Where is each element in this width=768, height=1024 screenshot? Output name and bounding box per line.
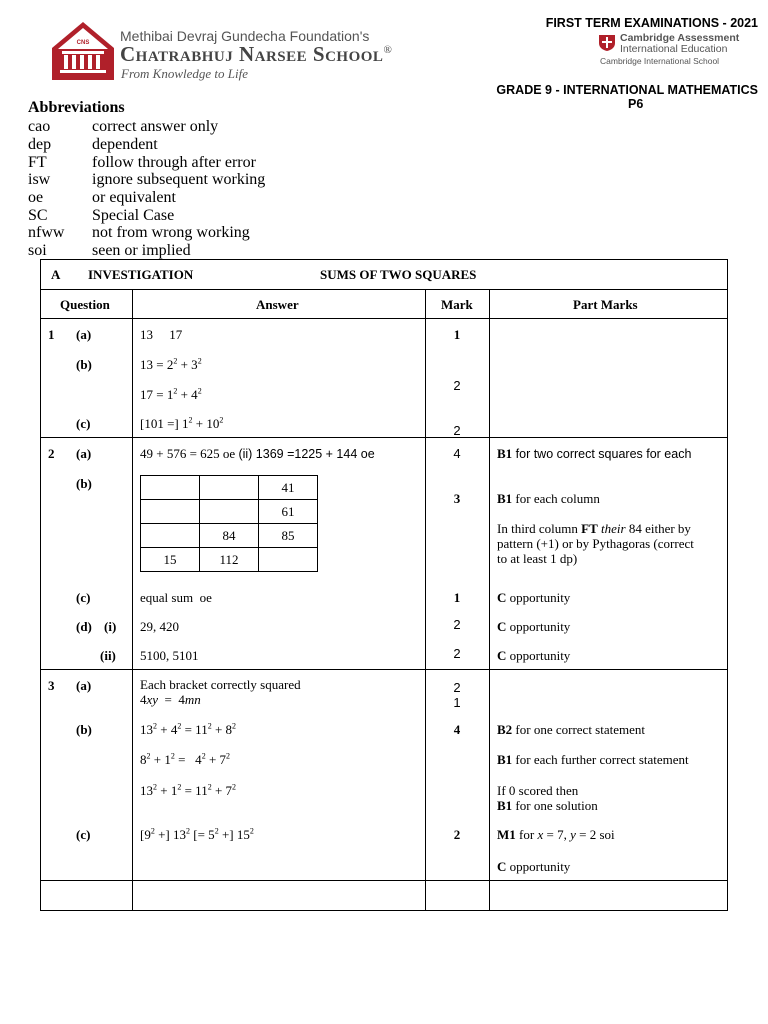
- school-logo: [50, 20, 116, 82]
- part-label: (a): [76, 327, 92, 342]
- abbr-code: isw: [28, 171, 51, 188]
- mark-value: 2: [453, 646, 461, 661]
- abbr-desc: correct answer only: [92, 118, 219, 135]
- part-mark-note: to at least 1 dp): [497, 551, 578, 566]
- cambridge-shield-icon: [598, 34, 616, 52]
- part-label: (c): [76, 827, 91, 842]
- part-mark-text: C opportunity: [497, 590, 571, 605]
- abbr-code: dep: [28, 136, 52, 153]
- part-label: (a): [76, 446, 92, 461]
- part-mark-text: M1 for x = 7, y = 2 soi: [497, 827, 615, 842]
- section-name: INVESTIGATION: [88, 267, 194, 282]
- part-mark-text: C opportunity: [497, 619, 571, 634]
- answer-math: $13^2 + 4^2 = 11^2 + 8^2$: [140, 721, 237, 737]
- mark-value: 1: [453, 695, 461, 710]
- exam-title: FIRST TERM EXAMINATIONS - 2021: [545, 16, 758, 30]
- mark-value: 1: [453, 327, 461, 342]
- question-number: 1: [48, 327, 55, 342]
- foundation-name: Methibai Devraj Gundecha Foundation's: [120, 28, 370, 44]
- header-answer: Answer: [256, 297, 299, 312]
- abbr-desc: follow through after error: [92, 154, 256, 171]
- part-mark-text: B2 for one correct statement: [497, 722, 645, 737]
- abbr-code: SC: [28, 207, 48, 224]
- answer-math: $8^2 + 1^2 = 4^2 + 7^2$: [140, 751, 231, 767]
- part-mark-text: C opportunity: [497, 859, 571, 874]
- part-label: (a): [76, 678, 92, 693]
- mark-value: 2: [453, 827, 461, 842]
- part-label: (c): [76, 590, 91, 605]
- abbr-code: oe: [28, 189, 44, 206]
- part-mark-note: In third column FT their 84 either by: [497, 521, 691, 536]
- answer-math: [101 =] $1^2 + 10^2$: [140, 415, 224, 431]
- answer-text: equal sum oe: [140, 590, 212, 605]
- abbr-desc: not from wrong working: [92, 224, 250, 241]
- grade-subject: GRADE 9 - INTERNATIONAL MATHEMATICS: [496, 83, 758, 97]
- abbr-desc: dependent: [92, 136, 158, 153]
- section-letter: A: [51, 267, 61, 282]
- question-number: 3: [48, 678, 55, 693]
- answer-math: $13 = 2^2 + 3^2$: [140, 356, 202, 372]
- answer-math: $13^2 + 1^2 = 11^2 + 7^2$: [140, 782, 237, 798]
- paper-number: P6: [628, 97, 644, 111]
- part-mark-text: C opportunity: [497, 648, 571, 663]
- mark-value: 2: [453, 423, 461, 438]
- svg-text:CNS: CNS: [76, 40, 90, 46]
- school-tagline: From Knowledge to Life: [121, 66, 248, 81]
- mark-value: 2: [453, 617, 461, 632]
- answer-text: 29, 420: [140, 619, 179, 634]
- answer-math: $17 = 1^2 + 4^2$: [140, 386, 202, 402]
- part-label: (c): [76, 416, 91, 431]
- answer-text: 5100, 5101: [140, 648, 199, 663]
- header-question: Question: [60, 297, 110, 312]
- abbr-desc: ignore subsequent working: [92, 171, 266, 188]
- answer-math: 4xy = 4mn: [140, 692, 201, 707]
- mark-value: 4: [453, 446, 461, 461]
- part-mark-text: If 0 scored then: [497, 783, 579, 798]
- part-label: (ii): [100, 648, 116, 663]
- part-mark-text: B1 for each column: [497, 491, 600, 506]
- abbreviations-title: Abbreviations: [28, 99, 125, 116]
- mark-value: 4: [453, 722, 461, 737]
- part-label: (b): [76, 357, 92, 372]
- part-mark-text: B1 for each further correct statement: [497, 752, 689, 767]
- header-mark: Mark: [441, 297, 473, 312]
- part-label: (b): [76, 476, 92, 491]
- part-label: (b): [76, 722, 92, 737]
- abbr-code: FT: [28, 154, 47, 171]
- section-title: SUMS OF TWO SQUARES: [320, 267, 477, 282]
- part-mark-text: B1 for one solution: [497, 798, 598, 813]
- answer-math: [$9^2$ +] $13^2$ [= $5^2$ +] $15^2$: [140, 826, 254, 842]
- mark-value: 2: [453, 378, 461, 393]
- abbr-code: nfww: [28, 224, 65, 241]
- answer-grid: 41 61 84 85 15 112: [140, 475, 318, 572]
- question-number: 2: [48, 446, 55, 461]
- school-name: Chatrabhuj Narsee School®: [120, 42, 393, 66]
- part-mark-note: pattern (+1) or by Pythagoras (correct: [497, 536, 694, 551]
- mark-value: 2: [453, 680, 461, 695]
- abbr-desc: or equivalent: [92, 189, 176, 206]
- mark-value: 3: [453, 491, 461, 506]
- part-label: (d): [76, 619, 92, 634]
- abbr-code: soi: [28, 242, 47, 259]
- mark-value: 1: [453, 590, 461, 605]
- answer-text: 13 17: [140, 327, 183, 342]
- abbr-desc: Special Case: [92, 207, 175, 224]
- answer-text: 49 + 576 = 625 oe (ii) 1369 =1225 + 144 oe: [140, 446, 375, 461]
- part-label: (i): [104, 619, 117, 634]
- abbr-desc: seen or implied: [92, 242, 191, 259]
- part-mark-text: B1 for two correct squares for each: [497, 446, 692, 461]
- abbr-code: cao: [28, 118, 51, 135]
- answer-text: Each bracket correctly squared: [140, 677, 301, 692]
- header-part-marks: Part Marks: [573, 297, 638, 312]
